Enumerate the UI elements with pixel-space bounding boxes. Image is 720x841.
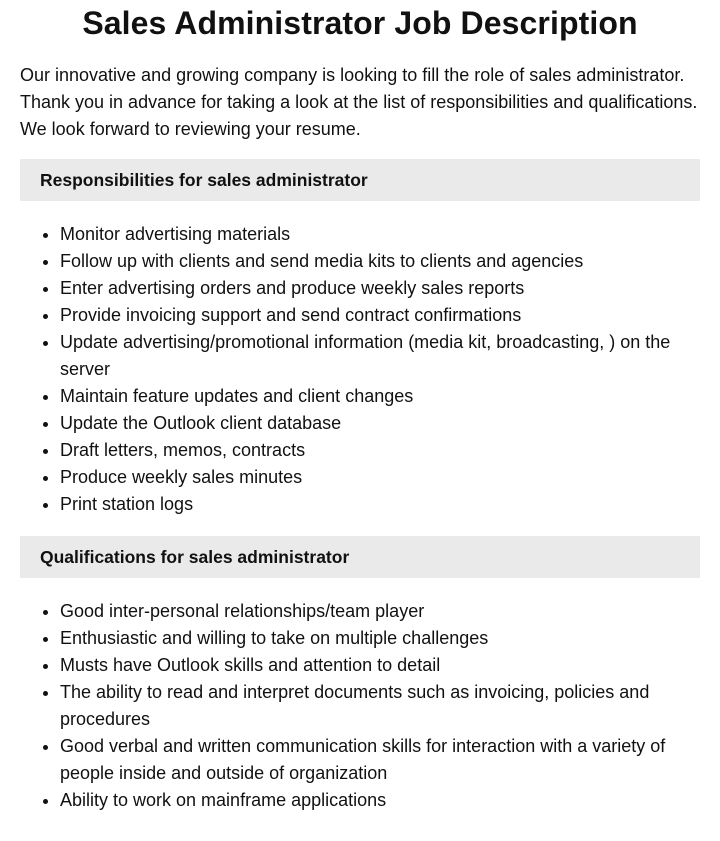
list-item: • Provide invoicing support and send contract confirmations [60,302,700,329]
list-item: • Update advertising/promotional information (media kit, broadcasting, ) on the server [60,329,700,383]
responsibilities-list [20,221,700,518]
responsibilities-heading: Responsibilities for sales administrator [20,159,700,201]
list-item: • The ability to read and interpret documents such as invoicing, policies and procedures [60,679,700,733]
page-title: Sales Administrator Job Description [82,5,638,41]
list-item: • Musts have Outlook skills and attention to detail [60,652,700,679]
list-item: • Draft letters, memos, contracts [60,437,700,464]
qualifications-list [20,598,700,814]
list-item: • Good verbal and written communication skills for interaction with a variety of people inside and outside of organization [60,733,700,787]
list-item: • Monitor advertising materials [60,221,700,248]
list-item: • Produce weekly sales minutes [60,464,700,491]
list-item: • Update the Outlook client database [60,410,700,437]
list-item: • Good inter-personal relationships/team player [60,598,700,625]
qualifications-heading: Qualifications for sales administrator [20,536,700,578]
list-item: • Print station logs [60,491,700,518]
list-item: • Follow up with clients and send media kits to clients and agencies [60,248,700,275]
list-item: • Maintain feature updates and client changes [60,383,700,410]
list-item: • Ability to work on mainframe applications [60,787,700,814]
intro-paragraph: Our innovative and growing company is looking to fill the role of sales administrator. Thank you in advance for taking a look at the list of responsibilities and qualifications. We look forward to reviewing your resume. [20,65,698,139]
list-item: • Enter advertising orders and produce weekly sales reports [60,275,700,302]
list-item: • Enthusiastic and willing to take on multiple challenges [60,625,700,652]
